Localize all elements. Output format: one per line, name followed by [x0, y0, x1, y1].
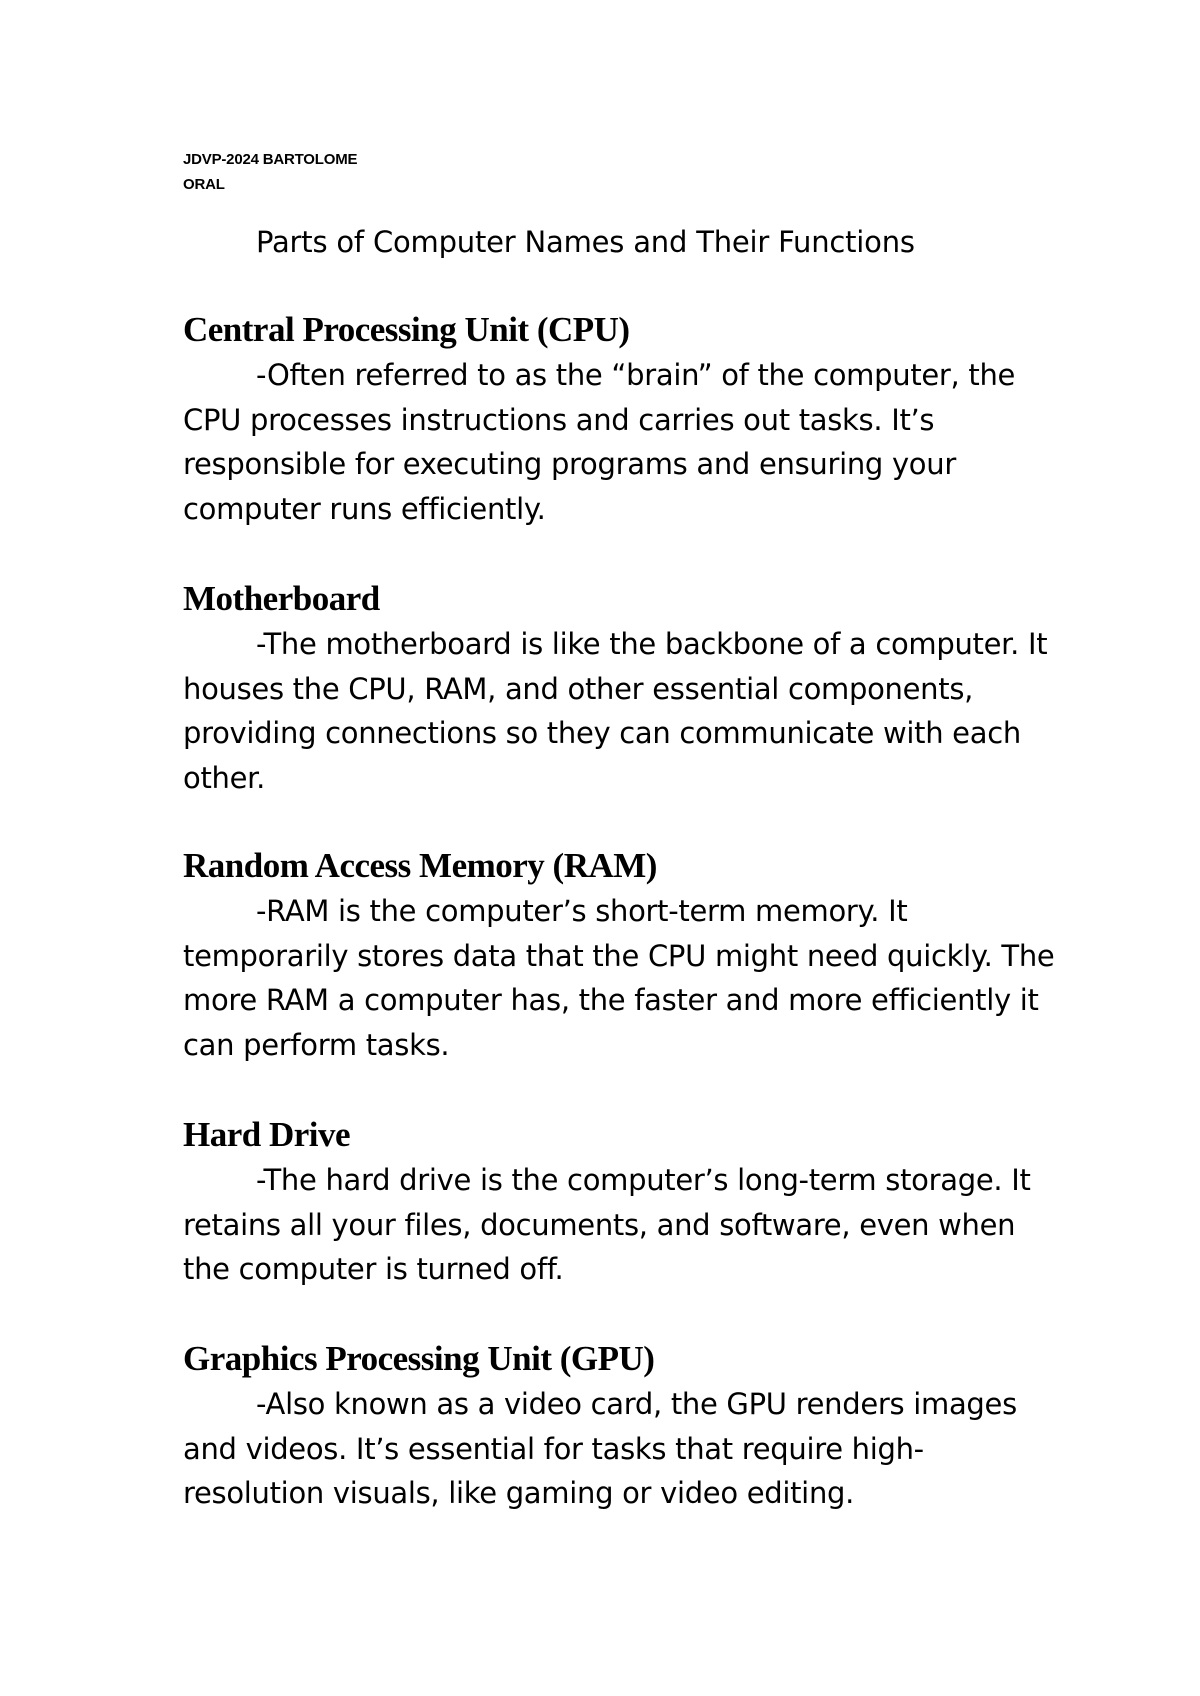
section-hard-drive [183, 1114, 1063, 1292]
section-heading-motherboard: Motherboard [183, 579, 380, 618]
section-heading-ram: Random Access Memory (RAM) [183, 846, 657, 885]
document-title: Parts of Computer Names and Their Functions [256, 225, 915, 259]
header-line-subject: ORAL [183, 176, 225, 193]
section-motherboard [183, 578, 1063, 800]
section-cpu [183, 309, 1063, 531]
section-heading-cpu: Central Processing Unit (CPU) [183, 310, 630, 349]
header-line-name: JDVP-2024 BARTOLOME [183, 151, 358, 168]
document-header [183, 147, 357, 197]
section-body-cpu: -Often referred to as the “brain” of the computer, the CPU processes instructions and carries out tasks. It’s responsible for executing programs and ensuring your computer runs efficiently. [183, 358, 1016, 526]
section-heading-hard-drive: Hard Drive [183, 1115, 351, 1154]
section-body-ram: -RAM is the computer’s short-term memory. It temporarily stores data that the CPU might need quickly. The more RAM a computer has, the faster and more efficiently it can perform tasks. [183, 894, 1055, 1062]
section-gpu [183, 1338, 1063, 1516]
section-heading-gpu: Graphics Processing Unit (GPU) [183, 1339, 655, 1378]
section-ram [183, 845, 1063, 1067]
section-body-motherboard: -The motherboard is like the backbone of a computer. It houses the CPU, RAM, and other essential components, providing connections so they can communicate with each other. [183, 627, 1048, 795]
section-body-hard-drive: -The hard drive is the computer’s long-term storage. It retains all your files, documents, and software, even when the computer is turned off. [183, 1163, 1031, 1286]
section-body-gpu: -Also known as a video card, the GPU renders images and videos. It’s essential for tasks that require high-resolution visuals, like gaming or video editing. [183, 1387, 1017, 1510]
